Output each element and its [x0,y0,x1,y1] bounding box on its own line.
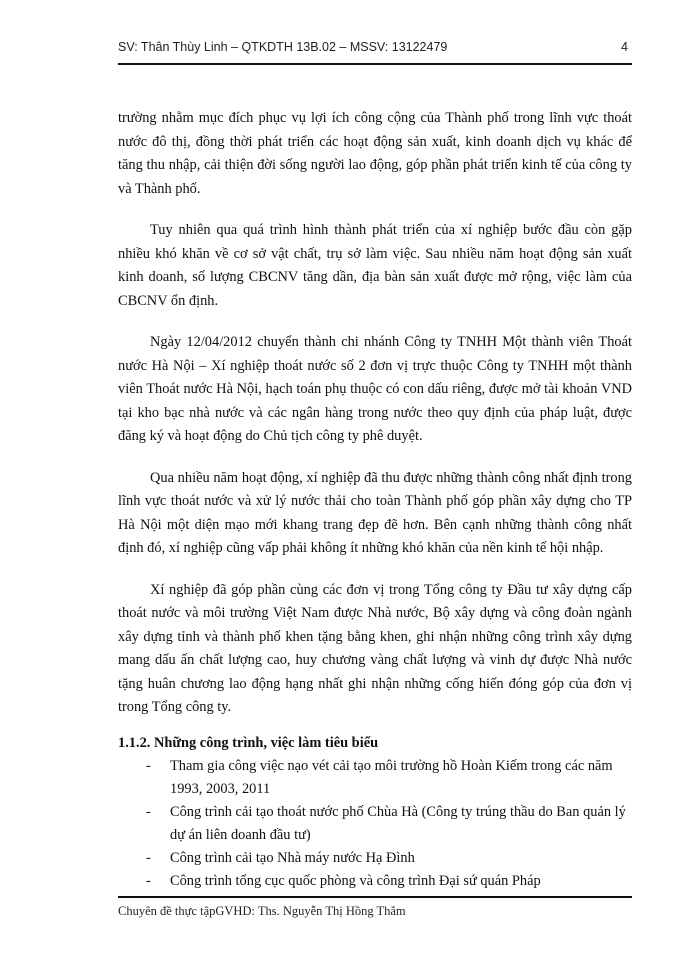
dash-bullet: - [146,849,151,866]
list-item [118,847,632,870]
paragraph: Xí nghiệp đã góp phần cùng các đơn vị trong Tổng công ty Đầu tư xây dựng cấp thoát nước và môi trường Việt Nam được Nhà nước, Bộ xây dựng và công đoàn ngành xây dựng tỉnh và thành phố khen tặng bằng khen, ghi nhận những công trình xây dựng mang dấu ấn chất lượng cao, huy chương vàng chất lượng và vinh dự được Nhà nước tặng huân chương lao động hạng nhất ghi nhận những cống hiến đóng góp của đơn vị trong Tổng công ty. [118,581,632,715]
page-header [118,38,630,60]
section-heading: 1.1.2. Những công trình, việc làm tiêu biểu [118,734,379,751]
header-student-info: SV: Thân Thùy Linh – QTKDTH 13B.02 – MSSV: 13122479 [118,40,448,54]
header-rule [118,63,632,65]
works-list [118,755,632,893]
dash-bullet: - [146,803,151,820]
list-item [118,870,632,893]
page-number: 4 [621,40,628,54]
paragraph: Qua nhiều năm hoạt động, xí nghiệp đã thu được những thành công nhất định trong lĩnh vực thoát nước và xử lý nước thải cho toàn Thành phố góp phần xây dựng cho TP Hà Nội một diện mạo mới khang trang đẹp đẽ hơn. Bên cạnh những thành công nhất định đó, xí nghiệp cũng vấp phải không ít những khó khăn của nền kinh tế hội nhập. [118,469,632,556]
dash-bullet: - [146,757,151,774]
paragraph-continuation: trường nhằm mục đích phục vụ lợi ích công cộng của Thành phố trong lĩnh vực thoát nước đô thị, đồng thời phát triển các hoạt động sản xuất, kinh doanh dịch vụ khác để tăng thu nhập, cải thiện đời sống người lao động, góp phần phát triển kinh tế của công ty và Thành phố. [118,110,632,197]
list-item [118,755,632,801]
page-footer: Chuyên đề thực tậpGVHD: Ths. Nguyễn Thị Hồng Thắm [118,904,406,918]
list-item [118,801,632,847]
paragraph: Tuy nhiên qua quá trình hình thành phát triển của xí nghiệp bước đầu còn gặp nhiều khó khăn về cơ sở vật chất, trụ sở làm việc. Sau nhiều năm hoạt động sản xuất kinh doanh, số lượng CBCNV tăng dần, địa bàn sản xuất được mở rộng, việc làm của CBCNV ổn định. [118,222,632,309]
list-item-text: Công trình cải tạo thoát nước phố Chùa Hà (Công ty trúng thầu do Ban quản lý dự án liên doanh đầu tư) [170,803,626,843]
dash-bullet: - [146,872,151,889]
footer-rule [118,896,632,898]
list-item-text: Công trình tổng cục quốc phòng và công trình Đại sứ quán Pháp [170,872,541,889]
document-body [118,107,632,893]
list-item-text: Công trình cải tạo Nhà máy nước Hạ Đình [170,849,415,866]
paragraph: Ngày 12/04/2012 chuyển thành chi nhánh Công ty TNHH Một thành viên Thoát nước Hà Nội – Xí nghiệp thoát nước số 2 đơn vị trực thuộc Công ty TNHH một thành viên Thoát nước Hà Nội, hạch toán phụ thuộc có con dấu riêng, được mở tài khoản VND tại kho bạc nhà nước và các ngân hàng trong nước theo quy định của pháp luật, được đăng ký và hoạt động do Chủ tịch công ty phê duyệt. [118,334,632,444]
list-item-text: Tham gia công việc nạo vét cải tạo môi trường hồ Hoàn Kiếm trong các năm 1993, 2003, 2011 [170,757,613,797]
